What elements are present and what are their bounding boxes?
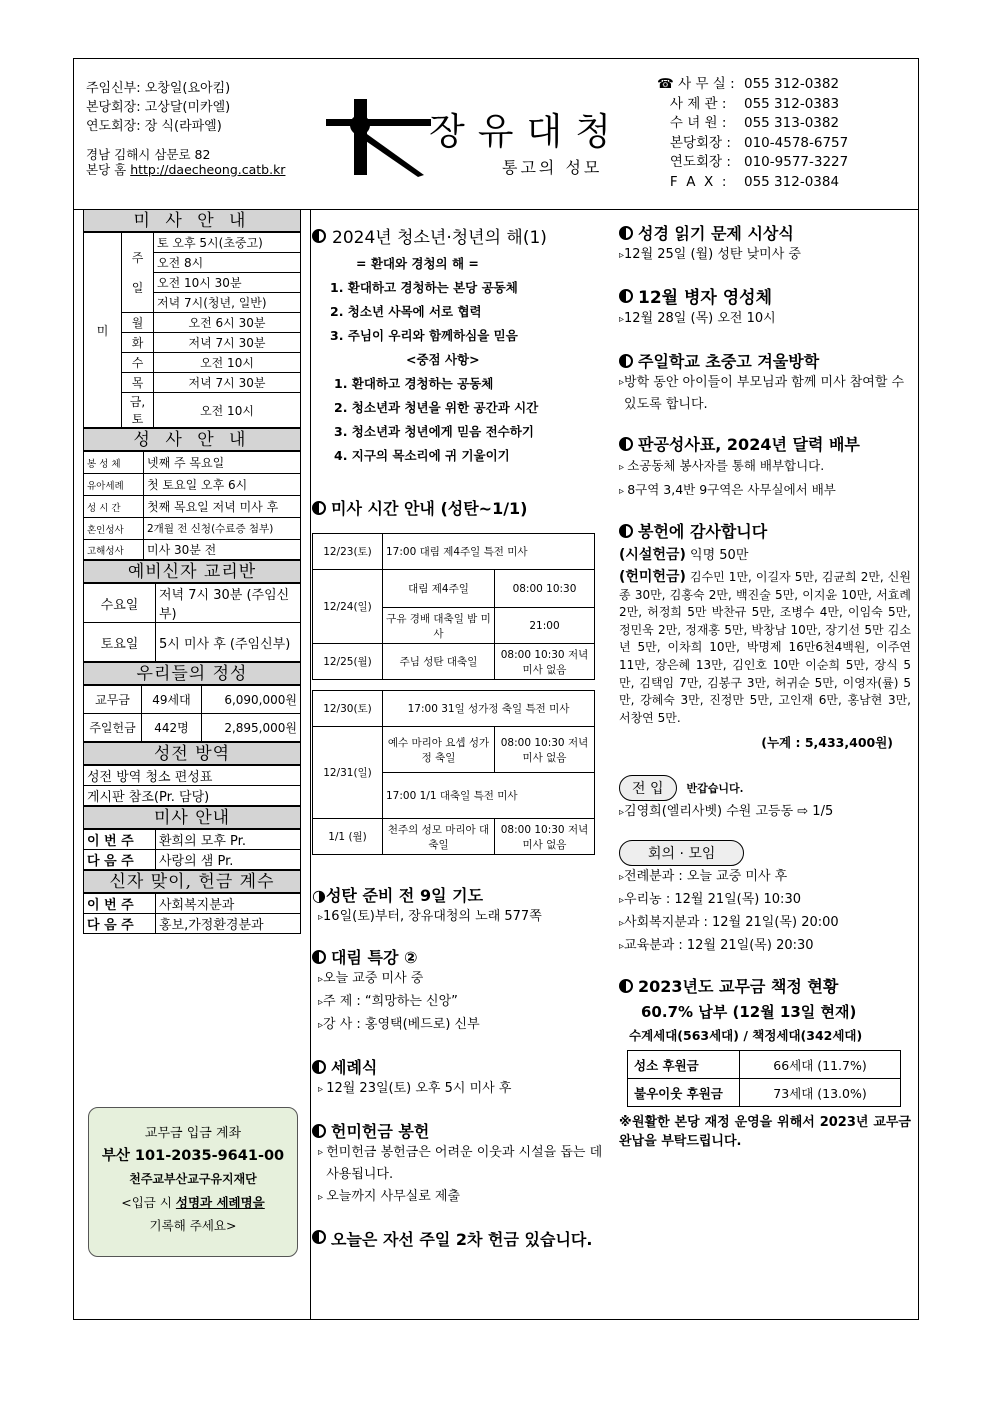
focus-item: 1. 환대하고 경청하는 공동체	[334, 376, 494, 391]
duty-group: 사회복지분과	[156, 894, 301, 914]
weekday-time: 오전 6시 30분	[154, 313, 301, 333]
triangle-icon: ▹	[619, 895, 625, 907]
triangle-icon: ▹	[619, 377, 625, 388]
meeting-item: 전례분과 : 오늘 교중 미사 후	[624, 869, 788, 885]
meeting-item: 교육분과 : 12월 21일(목) 20:30	[624, 938, 814, 954]
mass-time: 08:00 10:30 저녁 미사 없음	[495, 727, 595, 773]
mass-date: 1/1 (월)	[313, 819, 383, 855]
school-vacation-text: 방학 동안 아이들이 부모님과 함께 미사 참여할 수 있도록 합니다.	[624, 375, 905, 412]
account-note: 기록해 주세요>	[149, 1218, 237, 1233]
mass-event: 천주의 성모 마리아 대축일	[383, 819, 495, 855]
account-number: 부산 101-2035-9641-00	[101, 1148, 285, 1164]
mass-event: 주님 성탄 대축일	[383, 644, 495, 680]
mass-time-title: 미사 시간 안내 (성탄~1/1)	[331, 499, 528, 518]
sacrament-time: 첫 토요일 오후 6시	[144, 474, 301, 496]
triangle-icon: ▹	[318, 997, 324, 1008]
contact-value: 010-9577-3227	[744, 154, 849, 170]
support-type: 불우이웃 후원금	[628, 1079, 740, 1107]
duty-group: 환희의 모후 Pr.	[156, 830, 301, 850]
half-circle-icon	[619, 226, 633, 240]
offering-table	[83, 685, 301, 742]
half-circle-icon	[312, 950, 326, 964]
baptism-text: 12월 23일(토) 오후 5시 미사 후	[326, 1081, 512, 1096]
week-label: 이 번 주	[84, 830, 156, 850]
class-time: 5시 미사 후 (주임신부)	[156, 623, 301, 662]
week-label: 이 번 주	[84, 894, 156, 914]
offering-count: 49세대	[142, 686, 202, 714]
homepage-label: 본당 홈	[86, 162, 131, 177]
baptism-title: 세례식	[331, 1058, 378, 1077]
triangle-icon: ▹	[619, 314, 625, 325]
rice-donors: 김수민 1만, 이길자 5만, 김균희 2만, 신원종 30만, 김홍숙 2만, 백진술 5만, 이지윤 10만, 서효례 2만, 허정희 5만 박찬규 5만, 조병수 4만, 이임숙 5만, 정민욱 2만, 정재홍 5만, 박창남 10만, 장기선 5만 김소년 5만, 이차희 10만, 박명제 16만6천4백원, 이주연 11만, 장은혜 13만, 김인호 10만 이순희 5만, 장식 5만, 김택임 7만, 김봉구 3만, 허귀순 5만, 이영자(률) 5만, 강혜숙 3만, 진정만 5만, 고인재 6만, 홍남현 3만, 서창연 5만.	[619, 570, 911, 725]
weekday: 화	[122, 333, 154, 353]
triangle-icon: ▹	[619, 486, 628, 497]
catechumen-table	[83, 583, 301, 662]
mass-duty-table	[83, 829, 301, 870]
mass-time: 08:00 10:30 저녁 미사 없음	[495, 644, 595, 680]
youth-item: 2. 청소년 사목에 서로 협력	[330, 304, 482, 319]
contact-value: 055 312-0382	[744, 76, 840, 92]
contact-value: 055 312-0384	[744, 173, 840, 190]
homepage-link[interactable]: http://daecheong.catb.kr	[130, 162, 286, 177]
sacrament-time: 첫째 목요일 저녁 미사 후	[144, 496, 301, 518]
account-note: <입금 시	[121, 1195, 176, 1210]
contact-label: 사 제 관 :	[657, 95, 727, 112]
mass-guide-title: 미 사 안 내	[83, 209, 301, 232]
support-type: 성소 후원금	[628, 1051, 740, 1079]
contact-value: 010-4578-6757	[744, 134, 849, 151]
christmas-mass-table	[312, 533, 595, 680]
focus-item: 3. 청소년과 청년에게 믿음 전수하기	[334, 424, 534, 439]
triangle-icon: ▹	[619, 918, 625, 930]
novena-text: 16일(토)부터, 장유대청의 노래 577쪽	[323, 909, 542, 924]
sidebar	[83, 209, 301, 934]
weekday-time: 저녁 7시 30분	[154, 373, 301, 393]
sacrament-name: 봉 성 체	[84, 452, 144, 474]
week-label: 다 음 주	[84, 850, 156, 870]
half-circle-icon	[312, 229, 326, 243]
disinfection-title: 성전 방역	[83, 742, 301, 765]
staff-info	[86, 79, 285, 177]
greeting-title: 신자 맞이, 헌금 계수	[83, 870, 301, 893]
welcome-text: 반갑습니다.	[686, 782, 744, 796]
duty-group: 사랑의 샘 Pr.	[156, 850, 301, 870]
half-circle-icon	[619, 979, 633, 993]
sunday-mass: 오전 8시	[154, 253, 301, 273]
calendar-title: 판공성사표, 2024년 달력 배부	[638, 435, 860, 454]
half-circle-icon	[619, 437, 633, 451]
sacrament-time: 넷째 주 목요일	[144, 452, 301, 474]
account-title: 교무금 입금 계좌	[144, 1126, 242, 1141]
quiz-text: 12월 25일 (월) 성탄 낮미사 중	[624, 247, 801, 262]
pastor: 주임신부: 오창일(요아킴)	[86, 81, 231, 96]
contact-label: 연도회장 :	[657, 154, 731, 170]
parish-title: 장유대청	[429, 110, 624, 153]
half-circle-icon	[619, 354, 633, 368]
contact-value: 055 313-0382	[744, 115, 840, 131]
sacrament-name: 유아세례	[84, 474, 144, 496]
sunday-mass: 오전 10시 30분	[154, 273, 301, 293]
parish-president: 본당회장: 고상달(미카엘)	[86, 100, 231, 115]
half-circle-icon	[619, 289, 633, 303]
mass-date: 12/23(토)	[313, 534, 383, 570]
sunday-char: 주	[131, 250, 144, 265]
sacrament-table	[83, 451, 301, 560]
triangle-icon: ▹	[318, 1084, 327, 1095]
triangle-icon: ▹	[619, 807, 625, 819]
triangle-icon: ▹	[619, 941, 625, 953]
sunday-char: 일	[131, 280, 144, 295]
mass-event: 17:00 대림 제4주일 특전 미사	[383, 534, 595, 570]
half-circle-icon	[312, 1124, 326, 1138]
triangle-icon: ▹	[619, 872, 625, 884]
sunday-label	[122, 233, 154, 313]
weekday-time: 오전 10시	[154, 353, 301, 373]
triangle-icon: ▹	[619, 250, 625, 261]
sick-communion-text: 12월 28일 (목) 오전 10시	[624, 311, 776, 326]
calendar-text: 소공동체 봉사자를 통해 배부합니다.	[627, 458, 825, 473]
sick-communion-title: 12월 병자 영성체	[638, 288, 773, 308]
class-time: 저녁 7시 30분 (주임신부)	[156, 584, 301, 623]
half-circle-icon	[619, 524, 633, 538]
right-column	[619, 209, 911, 1151]
lecture-title: 대림 특강 ②	[331, 948, 418, 967]
triangle-icon: ▹	[619, 462, 628, 473]
address: 경남 김해시 삼문로 82	[86, 147, 211, 162]
disinfection-line: 성전 방역 청소 편성표	[84, 766, 301, 786]
rice-offering-title: 헌미헌금 봉헌	[331, 1122, 430, 1141]
mass-event: 대림 제4주일	[383, 570, 495, 608]
disinfection-line: 게시판 참조(Pr. 담당)	[84, 786, 301, 806]
youth-year-subtitle: = 환대와 경청의 해 =	[356, 256, 479, 271]
yeondo-president: 연도회장: 장 식(라파엘)	[86, 119, 222, 134]
class-day: 토요일	[84, 623, 156, 662]
school-vacation-title: 주일학교 초중고 겨울방학	[638, 352, 820, 371]
mass-time: 21:00	[495, 608, 595, 644]
catechumen-title: 예비신자 교리반	[83, 560, 301, 583]
mass-date: 12/25(월)	[313, 644, 383, 680]
sacrament-name: 성 시 간	[84, 496, 144, 518]
rice-offering-text: 오늘까지 사무실로 제출	[326, 1189, 461, 1204]
focus-item: 4. 지구의 목소리에 귀 기울이기	[334, 448, 510, 463]
support-table	[627, 1050, 901, 1107]
triangle-icon: ▹	[318, 974, 324, 985]
disinfection-table	[83, 765, 301, 806]
mass-event: 17:00 31일 성가정 축일 특전 미사	[383, 691, 595, 727]
sacrament-title: 성 사 안 내	[83, 428, 301, 451]
sunday-mass: 토 오후 5시(초중고)	[154, 233, 301, 253]
offering-amount: 2,895,000원	[202, 714, 301, 742]
contact-label: F A X :	[657, 173, 727, 190]
rice-total: (누계 : 5,433,400원)	[761, 735, 893, 751]
mass-schedule-table	[83, 232, 301, 428]
levy-note: ※원활한 본당 재정 운영을 위해서 2023년 교무금 완납을 부탁드립니다.	[619, 1115, 911, 1150]
meeting-item: 사회복지분과 : 12월 21일(목) 20:00	[624, 915, 839, 931]
greeting-table	[83, 893, 301, 934]
lecture-line: 주 제 : “희망하는 신앙”	[323, 994, 458, 1009]
parish-subtitle: 통고의 성모	[502, 158, 603, 177]
contact-label: ☎ 사 무 실 :	[657, 76, 735, 92]
sacrament-time: 2개월 전 신청(수료증 첨부)	[144, 518, 301, 540]
welcome-badge: 전 입	[619, 775, 677, 801]
thanks-title: 봉헌에 감사합니다	[638, 522, 768, 541]
triangle-icon: ▹	[318, 1020, 324, 1031]
meeting-item: 우리농 : 12월 21일(목) 10:30	[624, 892, 801, 908]
calendar-text: 8구역 3,4반 9구역은 사무실에서 배부	[627, 482, 836, 497]
account-note-bold: 성명과 세례명을	[175, 1195, 265, 1210]
newyear-mass-table	[312, 690, 595, 855]
account-holder: 천주교부산교구유지재단	[129, 1172, 257, 1186]
welcome-person: 김영희(엘리사벳) 수원 고등동 ⇨ 1/5	[624, 804, 834, 820]
mass-date: 12/30(토)	[313, 691, 383, 727]
youth-item: 3. 주님이 우리와 함께하심을 믿음	[330, 328, 518, 343]
weekday: 월	[122, 313, 154, 333]
account-box	[88, 1107, 298, 1257]
offering-type: 주일헌금	[84, 714, 142, 742]
half-circle-icon	[312, 1060, 326, 1074]
contact-label: 본당회장 :	[657, 134, 731, 151]
rice-offering-text: 헌미헌금 봉헌금은 어려운 이웃과 시설을 돕는 데 사용됩니다.	[326, 1145, 603, 1182]
triangle-icon: ▹	[318, 912, 324, 923]
column-divider-left	[310, 209, 311, 1319]
weekday: 수	[122, 353, 154, 373]
weekday-time: 저녁 7시 30분	[154, 333, 301, 353]
offering-type: 교무금	[84, 686, 142, 714]
novena-title: ◑성탄 준비 전 9일 기도	[312, 886, 484, 905]
bulletin-page	[73, 58, 919, 1320]
youth-item: 1. 환대하고 경청하는 본당 공동체	[330, 280, 518, 295]
lecture-line: 오늘 교중 미사 중	[323, 971, 424, 986]
mass-event: 17:00 1/1 대축일 특전 미사	[383, 773, 595, 819]
half-circle-icon	[312, 1230, 326, 1244]
support-count: 73세대 (13.0%)	[740, 1079, 901, 1107]
focus-heading: <중점 사항>	[406, 352, 480, 367]
levy-count: 수계세대(563세대) / 책정세대(342세대)	[629, 1028, 863, 1044]
weekday: 금, 토	[122, 393, 154, 428]
mass-duty-title: 미사 안내	[83, 806, 301, 829]
offering-title: 우리들의 정성	[83, 662, 301, 685]
levy-title: 2023년도 교무금 책정 현황	[638, 977, 839, 997]
lecture-line: 강 사 : 홍영택(베드로) 신부	[323, 1017, 480, 1032]
class-day: 수요일	[84, 584, 156, 623]
sacrament-name: 고해성사	[84, 540, 144, 560]
sunday-mass: 저녁 7시(청년, 일반)	[154, 293, 301, 313]
week-label: 다 음 주	[84, 914, 156, 934]
support-count: 66세대 (11.7%)	[740, 1051, 901, 1079]
rice-label: (헌미헌금)	[619, 569, 686, 585]
contact-value: 055 312-0383	[744, 95, 840, 112]
middle-column	[312, 209, 610, 1250]
sacrament-time: 미사 30분 전	[144, 540, 301, 560]
triangle-icon: ▹	[318, 1147, 327, 1158]
mass-date: 12/31(일)	[313, 727, 383, 819]
focus-item: 2. 청소년과 청년을 위한 공간과 시간	[334, 400, 539, 415]
mass-time: 08:00 10:30	[495, 570, 595, 608]
mass-event: 예수 마리아 요셉 성가정 축일	[383, 727, 495, 773]
meeting-badge: 회의 · 모임	[619, 840, 744, 866]
offering-count: 442명	[142, 714, 202, 742]
mass-date: 12/24(일)	[313, 570, 383, 644]
contact-label: 수 녀 원 :	[657, 115, 727, 131]
contacts	[657, 75, 848, 192]
second-collection-title: 오늘은 자선 주일 2차 헌금 있습니다.	[331, 1230, 593, 1249]
mass-event: 구유 경배 대축일 밤 미사	[383, 608, 495, 644]
weekday-time: 오전 10시	[154, 393, 301, 428]
youth-year-title: 2024년 청소년·청년의 해(1)	[332, 228, 547, 248]
sacrament-name: 혼인성사	[84, 518, 144, 540]
mass-time: 08:00 10:30 저녁 미사 없음	[495, 819, 595, 855]
half-circle-icon	[312, 501, 326, 515]
mass-label: 미	[84, 233, 122, 428]
offering-amount: 6,090,000원	[202, 686, 301, 714]
facility-label: (시설헌금)	[619, 547, 686, 563]
cross-logo-icon	[324, 97, 434, 177]
facility-text: 익명 50만	[685, 548, 749, 563]
duty-group: 홍보,가정환경분과	[156, 914, 301, 934]
quiz-title: 성경 읽기 문제 시상식	[638, 224, 794, 243]
levy-rate: 60.7% 납부 (12월 13일 현재)	[641, 1003, 857, 1022]
weekday: 목	[122, 373, 154, 393]
triangle-icon: ▹	[318, 1192, 327, 1203]
